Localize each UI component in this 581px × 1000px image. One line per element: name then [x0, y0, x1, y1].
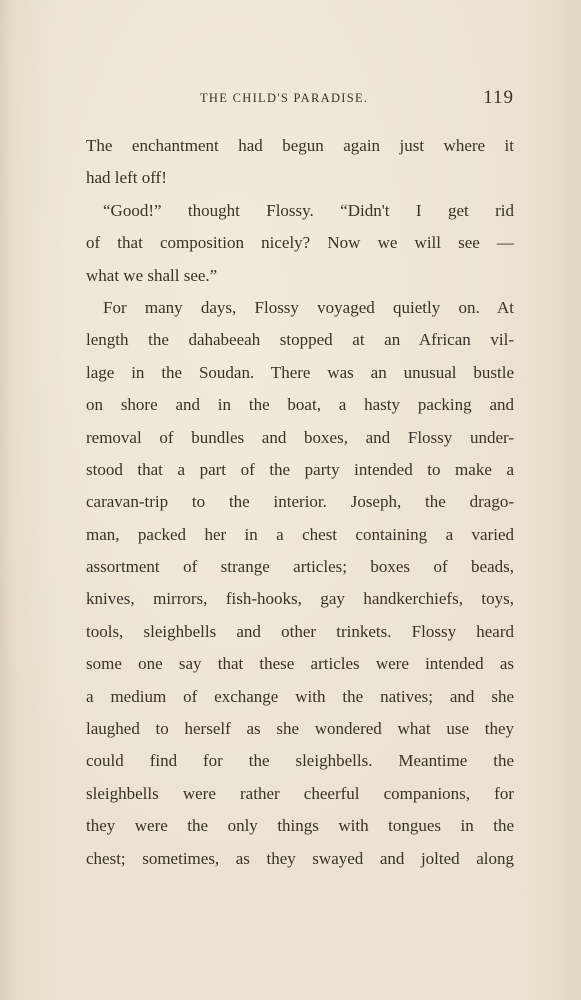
text-line: sleighbells were rather cheerful companions, for — [86, 783, 514, 803]
text-line: man, packed her in a chest containing a varied — [86, 524, 514, 544]
text-line: “Good!” thought Flossy. “Didn't I get rid — [103, 200, 514, 220]
text-line: chest; sometimes, as they swayed and jolted along — [86, 848, 514, 868]
text-line: For many days, Flossy voyaged quietly on. At — [103, 297, 514, 317]
text-line: had left off! — [86, 168, 167, 188]
page-number: 119 — [483, 87, 514, 108]
text-line: could find for the sleighbells. Meantime the — [86, 751, 514, 771]
text-line: laughed to herself as she wondered what use they — [86, 719, 514, 739]
text-line: caravan-trip to the interior. Joseph, the drago- — [86, 492, 514, 512]
text-line: of that composition nicely? Now we will see — — [86, 233, 514, 253]
text-line: some one say that these articles were intended as — [86, 654, 514, 674]
text-line: what we shall see.” — [86, 265, 218, 285]
running-head: THE CHILD'S PARADISE. — [200, 91, 369, 105]
text-line: they were the only things with tongues in the — [86, 816, 514, 836]
text-line: tools, sleighbells and other trinkets. Flossy heard — [86, 621, 514, 641]
text-line: a medium of exchange with the natives; and she — [86, 686, 514, 706]
text-line: assortment of strange articles; boxes of beads, — [86, 557, 514, 577]
body-text — [86, 130, 514, 875]
page-header — [86, 89, 514, 111]
text-line: knives, mirrors, fish-hooks, gay handkerchiefs, toys, — [86, 589, 514, 609]
text-line: length the dahabeeah stopped at an African vil- — [86, 330, 514, 350]
text-line: on shore and in the boat, a hasty packing and — [86, 395, 514, 415]
text-line: lage in the Soudan. There was an unusual bustle — [86, 362, 514, 382]
text-line: stood that a part of the party intended to make a — [86, 459, 514, 479]
text-line: The enchantment had begun again just where it — [86, 136, 514, 155]
text-line: removal of bundles and boxes, and Flossy under- — [86, 427, 514, 447]
